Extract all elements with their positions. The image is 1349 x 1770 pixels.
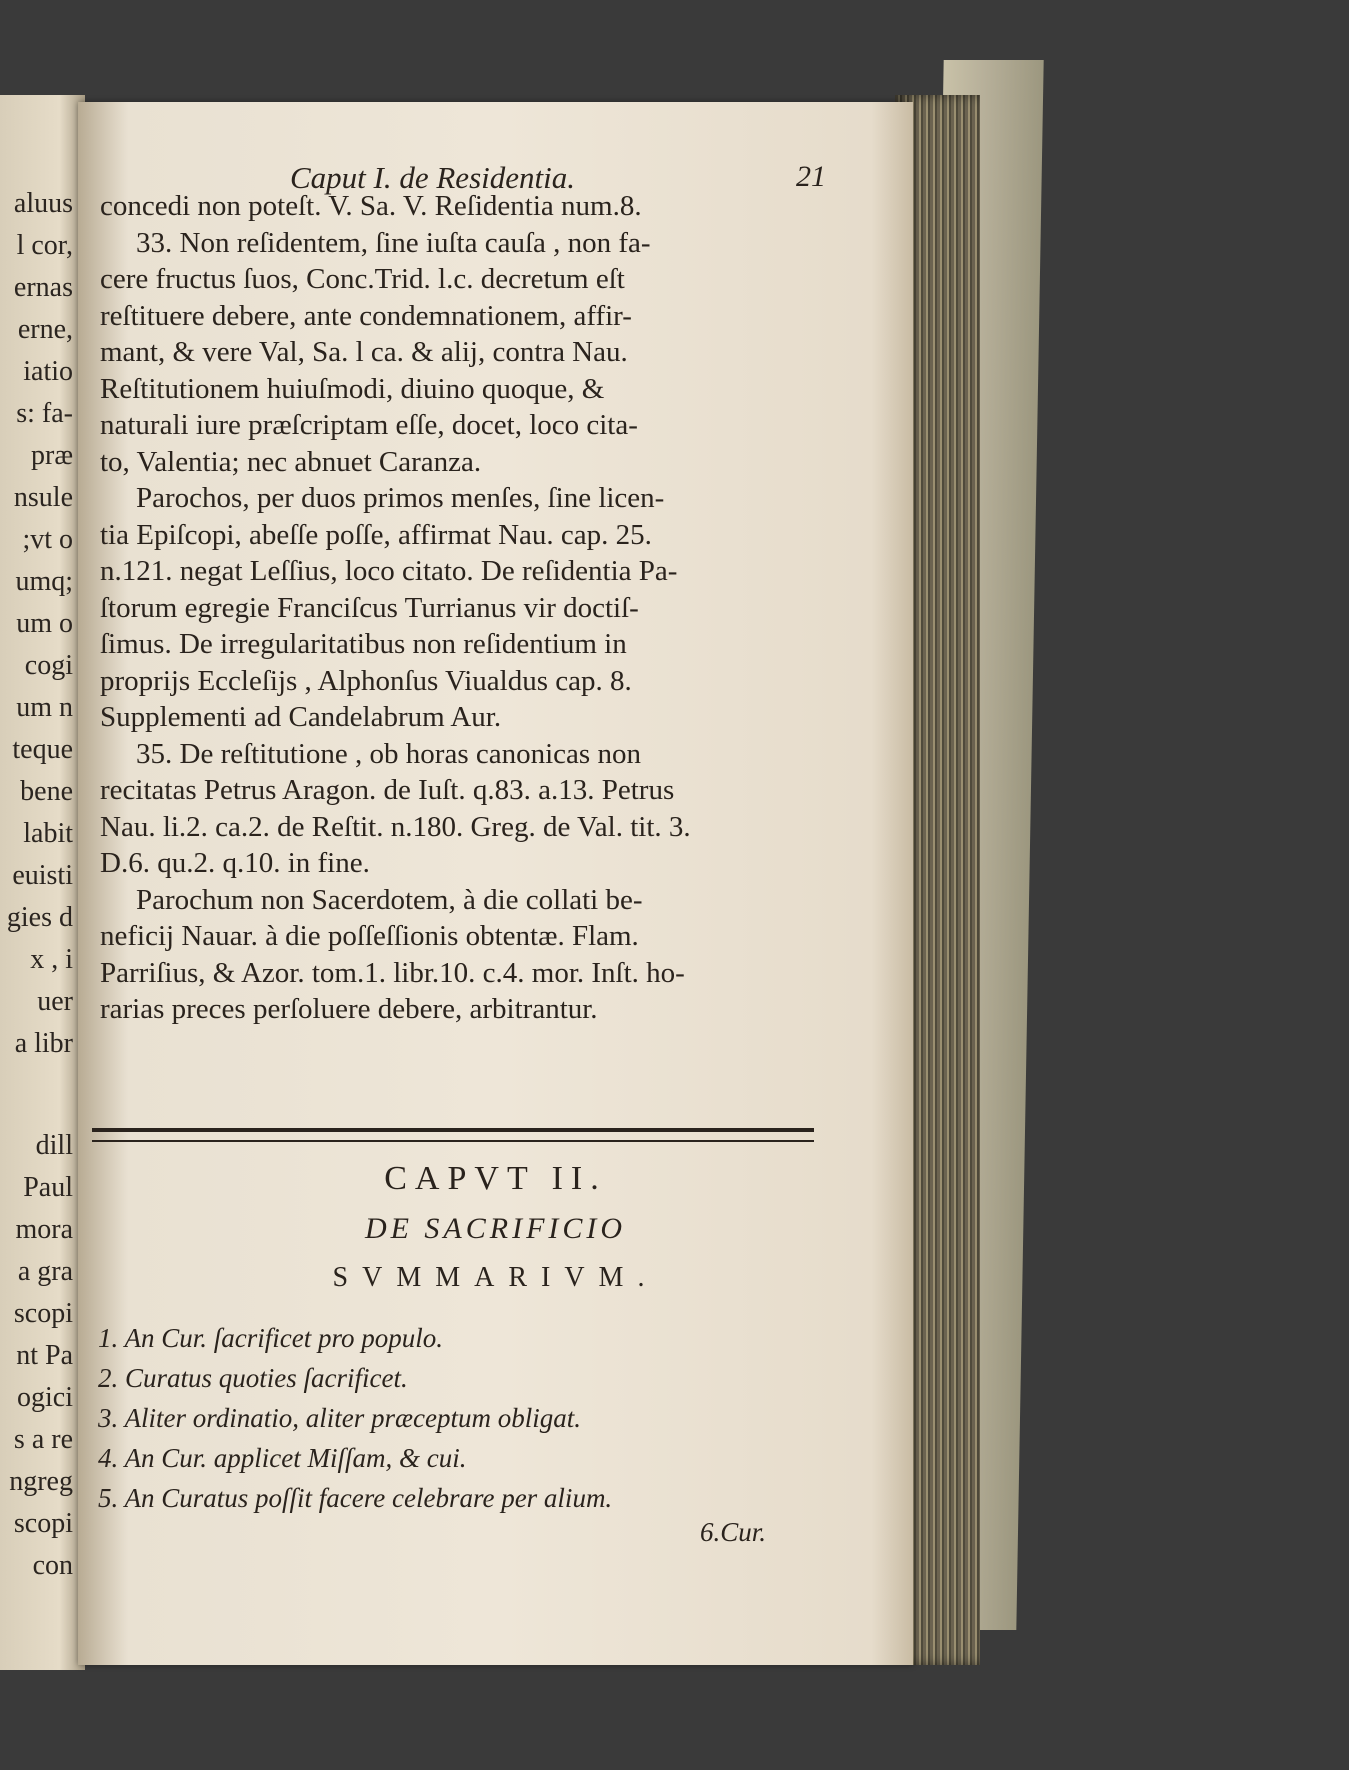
summary-item: 4. An Cur. applicet Miſſam, & cui. xyxy=(98,1443,467,1473)
left-page-fragment: Paul xyxy=(23,1172,73,1203)
body-text xyxy=(100,188,820,1028)
left-page-fragment: præ xyxy=(31,440,73,471)
left-page-fragment: nsule xyxy=(13,482,73,513)
left-page-fragment: con xyxy=(32,1550,73,1581)
text-line: to, Valentia; nec abnuet Caranza. xyxy=(100,445,482,478)
left-page-fragment: euisti xyxy=(12,860,73,891)
left-page-fragment: a gra xyxy=(17,1256,73,1287)
summary-list xyxy=(98,1318,612,1518)
text-line: reſtituere debere, ante condemnationem, affir- xyxy=(100,299,632,332)
left-page-fragment: um n xyxy=(16,692,73,723)
summarium-label: SVMMARIVM. xyxy=(332,1262,659,1293)
text-line: Supplementi ad Candelabrum Aur. xyxy=(100,701,502,733)
caput-title: CAPVT II. xyxy=(384,1160,607,1197)
text-line: Reſtitutionem huiuſmodi, diuino quoque, & xyxy=(100,372,605,405)
running-head: Caput I. de Residentia. xyxy=(290,160,575,195)
text-line: D.6. qu.2. q.10. in fine. xyxy=(100,847,370,879)
text-line: proprijs Eccleſijs , Alphonſus Viualdus cap. 8. xyxy=(100,664,632,697)
left-page-fragment: aluus xyxy=(13,188,73,219)
text-line: Parochum non Sacerdotem, à die collati be- xyxy=(136,883,643,916)
left-page-fragment: uer xyxy=(37,986,73,1017)
text-line: rarias preces perſoluere debere, arbitrantur. xyxy=(100,993,598,1025)
left-page-fragment: l cor, xyxy=(16,230,73,261)
left-page-fragment: ogici xyxy=(17,1382,73,1413)
text-line: neficij Nauar. à die poſſeſſionis obtentæ. Flam. xyxy=(100,920,639,952)
summary-item: 1. An Cur. ſacrificet pro populo. xyxy=(98,1323,444,1353)
left-page-fragment: um o xyxy=(16,608,73,639)
left-page-fragment: iatio xyxy=(23,356,73,387)
left-page-fragment: ;vt o xyxy=(22,524,73,555)
left-page-fragment: dill xyxy=(35,1130,73,1161)
left-page-fragment: gies d xyxy=(6,902,73,933)
catchword: 6.Cur. xyxy=(700,1517,767,1547)
page-number: 21 xyxy=(796,160,826,193)
left-page-fragment: umq; xyxy=(15,566,73,597)
summary-item: 2. Curatus quoties ſacrificet. xyxy=(98,1363,408,1393)
text-line: 35. De reſtitutione , ob horas canonicas non xyxy=(136,737,641,770)
left-page-fragment: nt Pa xyxy=(16,1340,73,1371)
text-line: recitatas Petrus Aragon. de Iuſt. q.83. a.13. Petrus xyxy=(100,774,675,806)
left-page-fragment: s a re xyxy=(13,1424,73,1455)
caput-subtitle: DE SACRIFICIO xyxy=(364,1212,627,1245)
left-page-fragment: erne, xyxy=(17,314,73,345)
left-page-fragment: bene xyxy=(20,776,73,807)
left-page xyxy=(0,95,85,1670)
text-line: ſimus. De irregularitatibus non reſidentium in xyxy=(100,628,627,660)
left-page-fragment: mora xyxy=(15,1214,73,1245)
text-line: n.121. negat Leſſius, loco citato. De reſidentia Pa- xyxy=(100,555,678,587)
left-page-fragment: labit xyxy=(23,818,73,849)
left-page-fragment: x , i xyxy=(30,944,73,975)
left-page-fragment: ernas xyxy=(13,272,73,303)
text-line: 33. Non reſidentem, ſine iuſta cauſa , non fa- xyxy=(136,226,651,259)
text-line: ſtorum egregie Franciſcus Turrianus vir doctiſ- xyxy=(100,591,639,624)
left-page-fragment: ngreg xyxy=(9,1466,73,1497)
text-line: mant, & vere Val, Sa. l ca. & alij, contra Nau. xyxy=(100,336,628,368)
text-line: tia Epiſcopi, abeſſe poſſe, affirmat Nau. cap. 25. xyxy=(100,518,652,551)
text-line: concedi non poteſt. V. Sa. V. Reſidentia num.8. xyxy=(100,190,642,222)
text-line: Nau. li.2. ca.2. de Reſtit. n.180. Greg. de Val. tit. 3. xyxy=(100,810,691,843)
left-page-fragment: cogi xyxy=(24,650,73,681)
left-page-fragment: scopi xyxy=(13,1298,73,1329)
summary-item: 5. An Curatus poſſit facere celebrare per alium. xyxy=(98,1483,613,1513)
text-line: Parriſius, & Azor. tom.1. libr.10. c.4. mor. Inſt. ho- xyxy=(100,956,685,989)
left-page-fragment: teque xyxy=(12,734,73,765)
left-page-fragment: a libr xyxy=(14,1028,73,1059)
text-line: Parochos, per duos primos menſes, ſine licen- xyxy=(136,482,665,514)
text-line: cere fructus ſuos, Conc.Trid. l.c. decretum eſt xyxy=(100,263,625,295)
text-line: naturali iure præſcriptam eſſe, docet, loco cita- xyxy=(100,409,638,441)
left-page-fragment: scopi xyxy=(13,1508,73,1539)
section-rule xyxy=(92,1128,814,1142)
left-page-fragment: s: fa- xyxy=(16,398,73,429)
summary-item: 3. Aliter ordinatio, aliter præceptum obligat. xyxy=(98,1403,581,1433)
